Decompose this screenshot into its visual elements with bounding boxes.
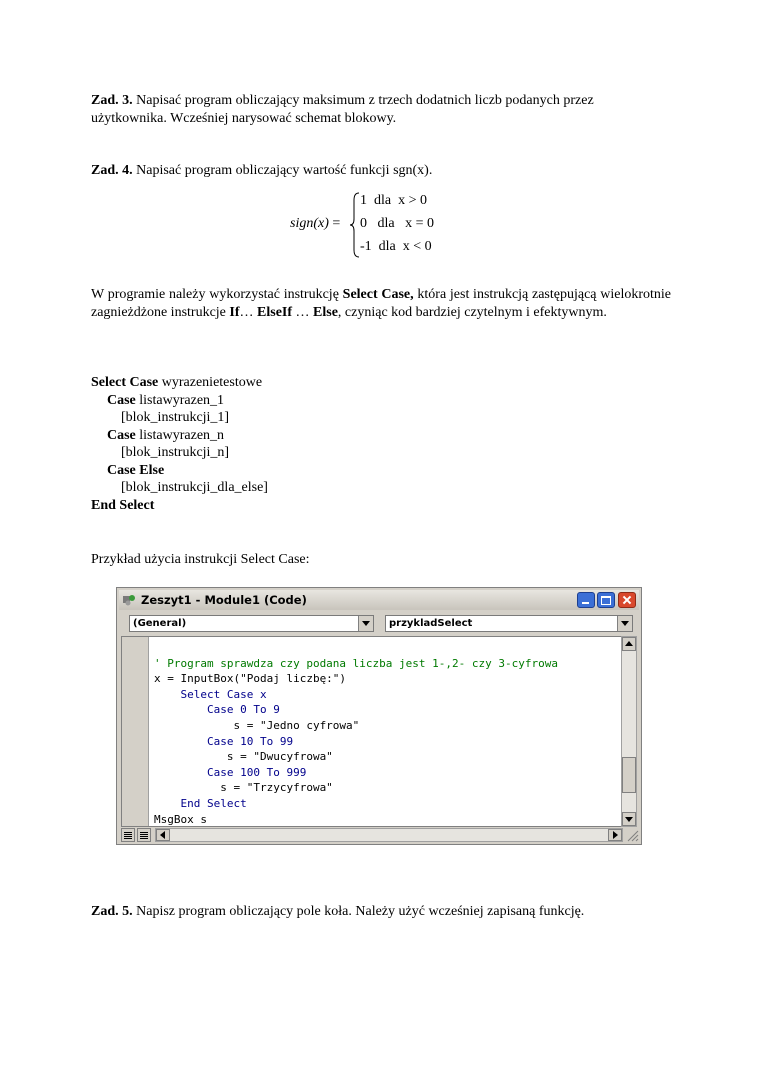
procedure-dropdown-value: przykladSelect xyxy=(389,618,473,629)
example-caption: Przykład użycia instrukcji Select Case: xyxy=(91,552,310,567)
syntax-line-7: [blok_instrukcji_dla_else] xyxy=(121,480,268,495)
code-line: s = "Dwucyfrowa" xyxy=(154,750,333,764)
para-bold-if: If xyxy=(229,305,240,320)
scroll-down-icon[interactable] xyxy=(622,812,636,826)
para-text-5: , czyniąc kod bardziej czytelnym i efektywnym. xyxy=(337,305,607,320)
task-4-paragraph xyxy=(91,162,671,180)
resize-grip-icon[interactable] xyxy=(625,828,639,842)
task-4-text: Napisać program obliczający wartość funkcji sgn(x). xyxy=(132,163,433,178)
syntax-line-1: Select Case wyrazenietestowe xyxy=(91,375,263,390)
close-button[interactable] xyxy=(618,592,636,608)
syntax-line-3: [blok_instrukcji_1] xyxy=(121,410,230,425)
code-editor[interactable] xyxy=(121,636,627,827)
code-line: s = "Jedno cyfrowa" xyxy=(154,718,360,732)
task-5-text: Napisz program obliczający pole koła. Należy użyć wcześniej zapisaną funkcję. xyxy=(132,904,585,919)
formula-lhs: sign(x) = xyxy=(290,216,341,231)
formula-row-negative: -1 dla x < 0 xyxy=(360,239,432,254)
syntax-line-8: End Select xyxy=(91,497,155,513)
code-line: End Select xyxy=(154,796,247,810)
full-module-view-icon[interactable] xyxy=(137,828,151,842)
code-text[interactable] xyxy=(154,640,558,827)
para-bold-else: Else xyxy=(313,305,338,320)
task-5-paragraph xyxy=(91,903,671,921)
code-line: x = InputBox("Podaj liczbę:") xyxy=(154,672,347,686)
procedure-view-icon[interactable] xyxy=(121,828,135,842)
syntax-line-4: Case listawyrazen_n xyxy=(107,427,225,443)
object-dropdown[interactable] xyxy=(129,615,374,632)
horizontal-scrollbar[interactable] xyxy=(155,828,623,842)
object-dropdown-arrow-icon[interactable] xyxy=(358,616,373,631)
task-5-label: Zad. 5. xyxy=(91,904,133,919)
bottom-bar xyxy=(121,828,623,842)
scroll-up-icon[interactable] xyxy=(622,637,636,651)
syntax-line-5: [blok_instrukcji_n] xyxy=(121,445,230,460)
code-line-comment: ' Program sprawdza czy podana liczba jest 1-,2- czy 3-cyfrowa xyxy=(154,656,558,670)
code-line: Case 0 To 9 xyxy=(154,703,280,717)
para-text-4: … xyxy=(292,305,314,320)
para-text-1: W programie należy wykorzystać instrukcję xyxy=(91,287,343,302)
syntax-line-6: Case Else xyxy=(107,462,165,478)
maximize-button[interactable] xyxy=(597,592,615,608)
task-3-label: Zad. 3. xyxy=(91,93,133,108)
scroll-left-icon[interactable] xyxy=(156,829,170,841)
vertical-scroll-thumb[interactable] xyxy=(622,757,636,793)
code-line: Case 100 To 999 xyxy=(154,765,307,779)
task-3-text: Napisać program obliczający maksimum z trzech dodatnich liczb podanych przez użytkownika. Wcześniej narysować schemat blokowy. xyxy=(91,93,594,126)
para-bold-select-case: Select Case, xyxy=(342,287,414,302)
scroll-right-icon[interactable] xyxy=(608,829,622,841)
para-text-3: … xyxy=(239,305,258,320)
task-4-label: Zad. 4. xyxy=(91,163,133,178)
para-bold-elseif: ElseIf xyxy=(257,305,293,320)
code-line: s = "Trzycyfrowa" xyxy=(154,781,333,795)
object-dropdown-value: (General) xyxy=(133,618,187,629)
formula-row-positive: 1 dla x > 0 xyxy=(360,193,427,208)
select-case-paragraph xyxy=(91,286,671,322)
window-titlebar[interactable] xyxy=(119,590,639,610)
procedure-dropdown[interactable] xyxy=(385,615,633,632)
task-3-paragraph xyxy=(91,92,671,128)
minimize-button[interactable] xyxy=(577,592,595,608)
procedure-dropdown-arrow-icon[interactable] xyxy=(617,616,632,631)
formula-brace xyxy=(350,192,360,258)
window-title: Zeszyt1 - Module1 (Code) xyxy=(141,593,307,607)
module-code-icon xyxy=(122,593,138,607)
vba-code-window xyxy=(116,587,642,845)
margin-indicator-bar[interactable] xyxy=(122,637,149,826)
code-line: Case 10 To 99 xyxy=(154,734,294,748)
sgn-formula xyxy=(290,192,450,264)
formula-row-zero: 0 dla x = 0 xyxy=(360,216,434,231)
para-text-2: która jest instrukcją zastępującą wielokrotnie zagnieżdżone instrukcje xyxy=(91,287,672,320)
code-line: Select Case x xyxy=(154,687,267,701)
syntax-line-2: Case listawyrazen_1 xyxy=(107,392,225,408)
vertical-scrollbar[interactable] xyxy=(621,636,637,827)
code-line: MsgBox s xyxy=(154,812,207,826)
